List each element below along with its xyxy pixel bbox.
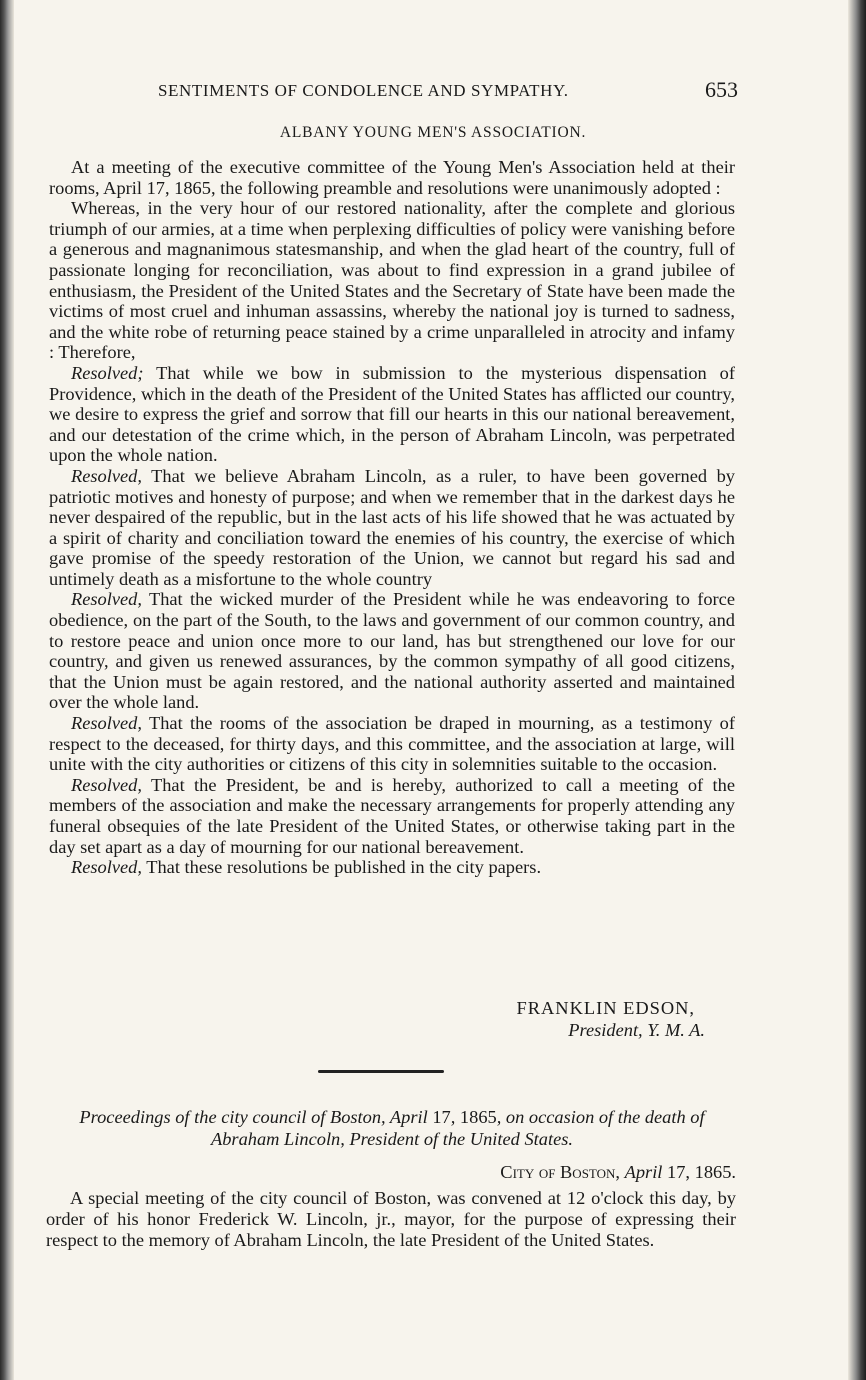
resolved-label: Resolved, [71,774,142,795]
dateline-month: April [624,1162,663,1182]
paragraph-text: That while we bow in submission to the mysterious dispensation of Providence, which in the death of the President of the United States has afflicted our country, we desire to express the grief and sorrow that fill our hearts in this our national bereavement, and our detestation of the crime which, in the person of Abraham Lincoln, was perpetrated upon the whole nation. [49,362,735,466]
running-head-title: SENTIMENTS OF CONDOLENCE AND SYMPATHY. [158,81,569,100]
paragraph-resolution [49,775,735,857]
resolved-label: Resolved, [71,465,142,486]
proceedings-title-year: 1865 [459,1107,497,1127]
section-divider [318,1070,444,1073]
paragraph-text: At a meeting of the executive committee of the Young Men's Association held at their rooms, April 17, 1865, the following preamble and resolutions were unanimously adopted : [49,157,735,198]
paragraph-text: That we believe Abraham Lincoln, as a ruler, to have been governed by patriotic motives and honesty of purpose; and when we remember that in the darkest days he never despaired of the republic, but in the last acts of his life showed that he was actuated by a spirit of charity and conciliation toward the enemies of his country, the exercise of which gave promise of the speedy restoration of the Union, we cannot but regard his sad and untimely death as a misfortune to the whole country [49,465,735,589]
page-edge-right [848,0,866,1380]
paragraph-resolution [49,857,735,878]
resolved-label: Resolved, [71,857,142,878]
proceedings-title-day: 17 [432,1107,451,1127]
paragraph-intro [49,157,735,198]
resolutions-body [49,157,735,878]
paragraph-proceedings: A special meeting of the city council of Boston, was convened at 12 o'clock this day, by order of his honor Frederick W. Lincoln, jr., mayor, for the purpose of expressing their respect to the memory of Abraham Lincoln, the late President of the United States. [46,1188,736,1250]
paragraph-resolution [49,713,735,775]
proceedings-title-sep: , [450,1107,460,1127]
resolved-label: Resolved, [71,713,142,734]
paragraph-text: That the wicked murder of the President while he was endeavoring to force obedience, on the part of the South, to the laws and government of our common country, and to restore peace and union once more to our land, has but strengthened our love for our country, and given us renewed assurances, by the common sympathy of all good citizens, that the Union must be again restored, and the national authority asserted and maintained over the whole land. [49,589,735,713]
page-number: 653 [705,77,738,102]
running-head [158,77,738,107]
paragraph-text: That the President, be and is hereby, authorized to call a meeting of the members of the association and make the necessary arrangements for properly attending any funeral obsequies of the late President of the United States, or otherwise taking part in the day set apart as a day of mourning for our national bereavement. [49,774,735,857]
proceedings-body [46,1188,736,1251]
signatory-title: President, Y. M. A. [568,1020,705,1040]
paragraph-whereas [49,198,735,363]
paragraph-resolution [49,589,735,713]
section-title: ALBANY YOUNG MEN'S ASSOCIATION. [279,124,587,141]
paragraph-resolution [49,466,735,590]
signatory-name: FRANKLIN EDSON, [516,998,695,1018]
paragraph-text: That the rooms of the association be draped in mourning, as a testimony of respect to the deceased, for thirty days, and this committee, and the association at large, will unite with the city authorities or citizens of this city in solemnities suitable to the occasion. [49,713,735,775]
proceedings-title [46,1106,738,1150]
proceedings-title-rest: , on occasion of the death of Abraham Lincoln, President of the United States. [211,1107,705,1149]
dateline [0,1162,736,1183]
resolved-label: Resolved, [71,589,142,610]
dateline-city: City of Boston, [500,1162,620,1182]
proceedings-title-text: Proceedings of the city council of Boston, April [79,1107,433,1127]
dateline-day-year: 17, 1865. [667,1162,736,1182]
paragraph-resolution [49,363,735,466]
resolved-label: Resolved; [71,362,144,383]
signature-block [0,997,705,1041]
paragraph-text: That these resolutions be published in the city papers. [141,857,542,878]
paragraph-text: Whereas, in the very hour of our restored nationality, after the complete and glorious triumph of our armies, at a time when perplexing difficulties of policy were vanishing before a generous and magnanimous statesmanship, and when the glad heart of the country, full of passionate longing for reconciliation, was about to find expression in a grand jubilee of enthusiasm, the President of the United States and the Secretary of State have been made the victims of most cruel and inhuman assassins, whereby the national joy is turned to sadness, and the white robe of returning peace stained by a crime unparalleled in atrocity and infamy : Therefore, [49,198,735,363]
